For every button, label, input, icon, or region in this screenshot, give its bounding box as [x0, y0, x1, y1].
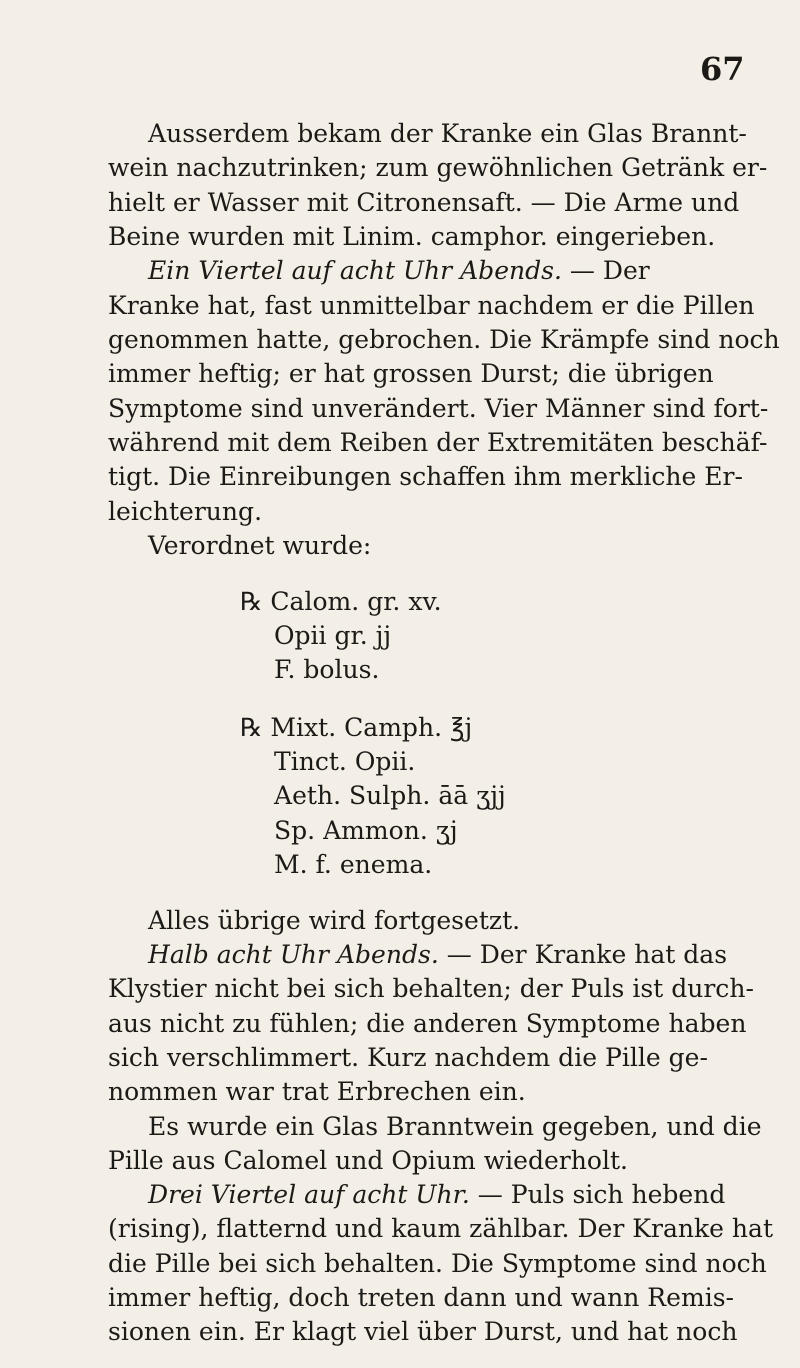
text-line: Verordnet wurde:: [148, 530, 372, 560]
text-span: — Puls sich hebend: [469, 1180, 726, 1210]
text-line: [148, 939, 727, 971]
text-span: — Der: [561, 256, 650, 286]
text-line: Klystier nicht bei sich behalten; der Puls ist durch-: [108, 974, 754, 1004]
text-line: nommen war trat Erbrechen ein.: [108, 1077, 526, 1107]
prescription-line: Aeth. Sulph. āā ʒjj: [274, 781, 506, 811]
prescription-line: M. f. enema.: [274, 849, 433, 879]
text-line: wein nachzutrinken; zum gewöhnlichen Getränk er-: [108, 153, 768, 183]
text-line: leichterung.: [108, 496, 263, 526]
text-line: [148, 255, 650, 287]
text-line: Alles übrige wird fortgesetzt.: [148, 905, 521, 935]
text-line: tigt. Die Einreibungen schaffen ihm merkliche Er-: [108, 462, 743, 492]
text-line: immer heftig; er hat grossen Durst; die übrigen: [108, 359, 714, 389]
time-heading: Ein Viertel auf acht Uhr Abends.: [148, 256, 562, 286]
text-line: aus nicht zu fühlen; die anderen Symptome haben: [108, 1008, 747, 1038]
text-line: genommen hatte, gebrochen. Die Krämpfe sind noch: [108, 324, 780, 354]
page-number: 67: [700, 50, 745, 88]
text-span: — Der Kranke hat das: [438, 939, 728, 969]
text-line: die Pille bei sich behalten. Die Symptome sind noch: [108, 1248, 767, 1278]
prescription-line: Tinct. Opii.: [274, 746, 416, 776]
time-heading: Drei Viertel auf acht Uhr.: [148, 1180, 470, 1210]
text-line: Beine wurden mit Linim. camphor. eingerieben.: [108, 221, 716, 251]
text-line: Ausserdem bekam der Kranke ein Glas Brannt-: [148, 119, 747, 148]
prescription-line: Sp. Ammon. ʒj: [274, 815, 458, 845]
text-line: Pille aus Calomel und Opium wiederholt.: [108, 1145, 628, 1175]
prescription-line: F. bolus.: [274, 655, 380, 685]
text-line: (rising), flatternd und kaum zählbar. Der Kranke hat: [108, 1214, 774, 1244]
text-line: Es wurde ein Glas Branntwein gegeben, und die: [148, 1111, 762, 1141]
text-line: hielt er Wasser mit Citronensaft. — Die Arme und: [108, 187, 740, 217]
prescription-line: Opii gr. jj: [274, 620, 392, 650]
prescription-line: ℞ Mixt. Camph. ℥j: [240, 712, 473, 742]
text-line: Kranke hat, fast unmittelbar nachdem er die Pillen: [108, 290, 755, 320]
text-line: während mit dem Reiben der Extremitäten beschäf-: [108, 427, 768, 457]
text-line: sich verschlimmert. Kurz nachdem die Pille ge-: [108, 1042, 708, 1072]
text-line: immer heftig, doch treten dann und wann Remis-: [108, 1283, 735, 1313]
prescription-line: ℞ Calom. gr. xv.: [240, 586, 442, 616]
text-line: sionen ein. Er klagt viel über Durst, und hat noch: [108, 1317, 738, 1347]
text-line: [148, 1179, 725, 1211]
text-line: Symptome sind unverändert. Vier Männer sind fort-: [108, 393, 769, 423]
time-heading: Halb acht Uhr Abends.: [148, 939, 439, 969]
